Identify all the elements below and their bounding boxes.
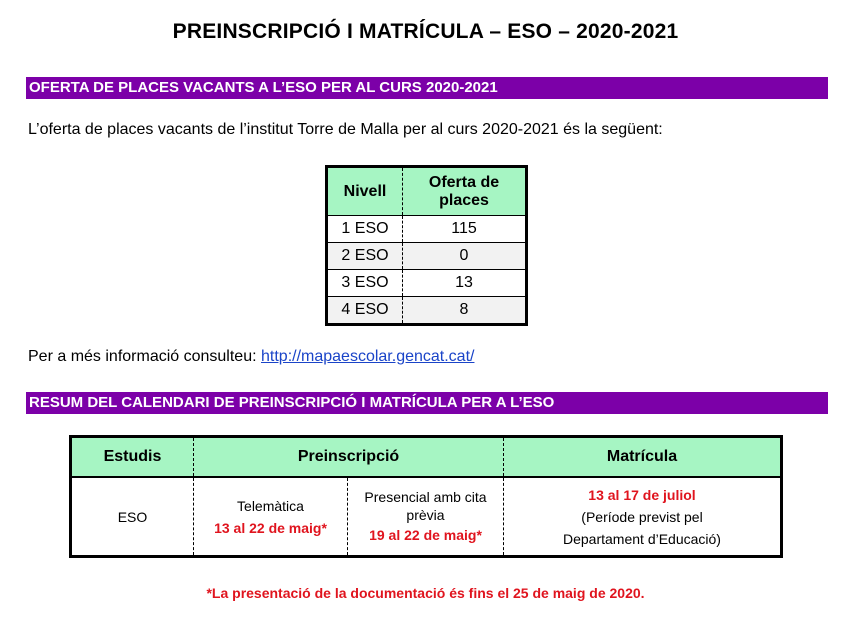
- footnote: *La presentació de la documentació és fins el 25 de maig de 2020.: [206, 585, 645, 601]
- cell-telematica: [194, 477, 348, 555]
- cell-places: 8: [403, 297, 526, 324]
- cell-estudis: ESO: [72, 477, 194, 555]
- presencial-label: Presencial amb cita prèvia: [364, 488, 487, 523]
- header-matricula: Matrícula: [504, 438, 781, 477]
- section-heading-oferta: OFERTA DE PLACES VACANTS A L’ESO PER AL CURS 2020-2021: [26, 77, 828, 99]
- more-info-line: [28, 348, 474, 366]
- table-row: [328, 243, 525, 270]
- matricula-dates: 13 al 17 de juliol: [588, 486, 696, 503]
- places-table: [325, 165, 528, 326]
- cell-matricula: [504, 477, 781, 555]
- header-oferta: Oferta de places: [403, 168, 526, 216]
- telematica-dates: 13 al 22 de maig*: [214, 519, 327, 536]
- telematica-label: Telemàtica: [237, 497, 304, 514]
- table-row: [328, 216, 525, 243]
- header-nivell: Nivell: [328, 168, 403, 216]
- matricula-note: (Període previst pel Departament d’Educació): [563, 508, 721, 547]
- cell-places: 13: [403, 270, 526, 297]
- cell-places: 115: [403, 216, 526, 243]
- cell-nivell: 2 ESO: [328, 243, 403, 270]
- intro-text: L’oferta de places vacants de l’institut Torre de Malla per al curs 2020-2021 és la següent:: [28, 121, 663, 138]
- more-info-label: Per a més informació consulteu:: [28, 348, 261, 365]
- cell-nivell: 4 ESO: [328, 297, 403, 324]
- cell-presencial: [348, 477, 504, 555]
- cell-places: 0: [403, 243, 526, 270]
- table-row: [328, 297, 525, 324]
- header-estudis: Estudis: [72, 438, 194, 477]
- page-title: PREINSCRIPCIÓ I MATRÍCULA – ESO – 2020-2021: [172, 20, 679, 43]
- cell-nivell: 1 ESO: [328, 216, 403, 243]
- calendar-table: [69, 435, 783, 558]
- places-table-header: [328, 168, 525, 216]
- section-heading-calendari: RESUM DEL CALENDARI DE PREINSCRIPCIÓ I MATRÍCULA PER A L’ESO: [26, 392, 828, 414]
- table-row: [328, 270, 525, 297]
- calendar-table-header: [72, 438, 780, 477]
- header-preinscripcio: Preinscripció: [194, 438, 504, 477]
- cell-nivell: 3 ESO: [328, 270, 403, 297]
- presencial-dates: 19 al 22 de maig*: [369, 526, 482, 543]
- mapaescolar-link[interactable]: http://mapaescolar.gencat.cat/: [261, 348, 475, 365]
- table-row: [72, 477, 780, 555]
